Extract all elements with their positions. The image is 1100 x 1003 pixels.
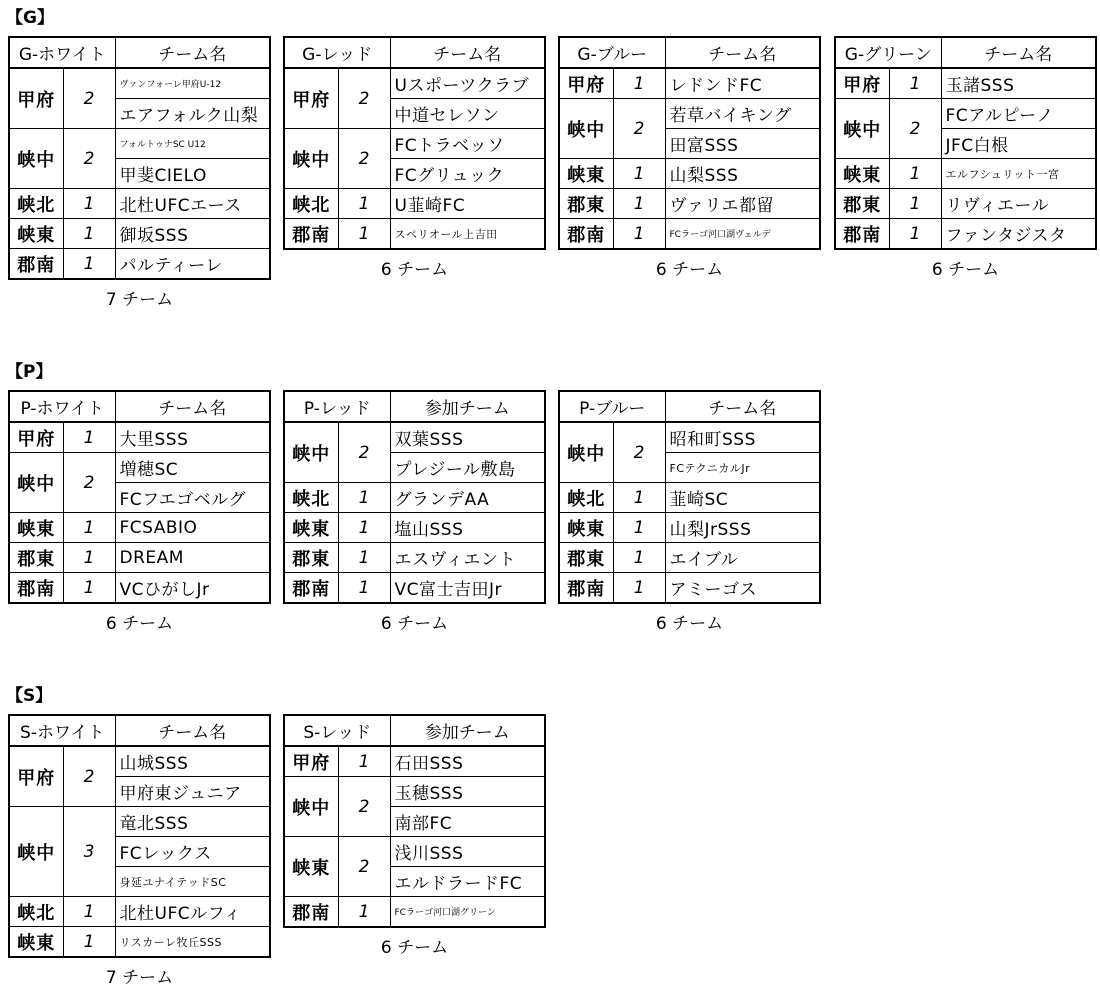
region-cell: 郡東: [835, 189, 889, 219]
team-count-cell: 1: [63, 422, 115, 453]
team-name-cell: エルドラードFC: [390, 867, 545, 897]
team-name-cell: ヴァリエ都留: [665, 189, 820, 219]
group-table: [8, 714, 271, 958]
group-team-total: 6 チーム: [380, 260, 449, 280]
team-name-cell: FCテクニカルJr: [665, 453, 820, 483]
team-name-cell: 韮崎SC: [665, 483, 820, 513]
team-name-cell: 双葉SSS: [390, 422, 545, 453]
region-cell: 郡東: [9, 543, 63, 573]
table-row: [559, 483, 820, 513]
table-row: [284, 777, 545, 807]
table-row: [559, 573, 820, 604]
team-count-cell: 1: [613, 68, 665, 99]
region-cell: 峡中: [9, 453, 63, 513]
team-count-cell: 1: [63, 573, 115, 604]
team-name-cell: グランデAA: [390, 483, 545, 513]
group-team-total: 6 チーム: [380, 614, 449, 634]
team-count-cell: 1: [613, 573, 665, 604]
team-name-cell: エスヴィエント: [390, 543, 545, 573]
group-block: [558, 390, 821, 634]
team-count-cell: 1: [63, 513, 115, 543]
region-cell: 峡東: [9, 513, 63, 543]
table-row: [9, 249, 270, 280]
group-table: [558, 390, 821, 604]
group-name: G-ブルー: [559, 37, 665, 68]
group-block: [283, 36, 546, 280]
table-row: [284, 897, 545, 928]
table-row: [284, 129, 545, 159]
group-block: [8, 390, 271, 634]
team-name-cell: FCグリュック: [390, 159, 545, 189]
region-cell: 峡中: [284, 777, 338, 837]
table-row: [835, 159, 1096, 189]
region-cell: 郡南: [284, 897, 338, 928]
team-name-cell: FCSABIO: [115, 513, 270, 543]
team-count-cell: 1: [613, 189, 665, 219]
team-count-cell: 1: [63, 249, 115, 280]
region-cell: 郡南: [835, 219, 889, 250]
team-count-cell: 2: [63, 453, 115, 513]
section-title: 【P】: [6, 362, 53, 382]
team-name-cell: リスカーレ牧丘SSS: [115, 927, 270, 958]
table-row: [835, 68, 1096, 99]
header-row: [9, 37, 270, 68]
table-row: [9, 219, 270, 249]
team-count-cell: 2: [63, 129, 115, 189]
group-team-total: 7 チーム: [105, 290, 174, 310]
team-name-cell: 山梨JrSSS: [665, 513, 820, 543]
team-name-cell: パルティーレ: [115, 249, 270, 280]
region-cell: 峡東: [559, 513, 613, 543]
team-count-cell: 1: [338, 483, 390, 513]
table-row: [9, 543, 270, 573]
team-name-cell: U韮崎FC: [390, 189, 545, 219]
team-count-cell: 2: [338, 68, 390, 129]
table-row: [284, 573, 545, 604]
team-count-cell: 2: [613, 99, 665, 159]
team-count-cell: 2: [338, 129, 390, 189]
team-name-cell: エアフォルク山梨: [115, 99, 270, 129]
group-team-total: 6 チーム: [931, 260, 1000, 280]
table-row: [9, 453, 270, 483]
team-count-cell: 1: [613, 543, 665, 573]
table-row: [559, 513, 820, 543]
group-name: G-レッド: [284, 37, 390, 68]
region-cell: 峡東: [284, 513, 338, 543]
team-count-cell: 2: [613, 422, 665, 483]
team-name-cell: 山城SSS: [115, 746, 270, 777]
header-row: [835, 37, 1096, 68]
group-name: P-レッド: [284, 391, 390, 422]
group-team-total: 6 チーム: [655, 614, 724, 634]
team-count-cell: 2: [63, 746, 115, 807]
region-cell: 郡南: [559, 219, 613, 250]
team-count-cell: 2: [338, 777, 390, 837]
region-cell: 郡東: [284, 543, 338, 573]
team-name-cell: 田富SSS: [665, 129, 820, 159]
table-row: [9, 513, 270, 543]
team-name-cell: ヴァンフォーレ甲府U-12: [115, 68, 270, 99]
region-cell: 郡東: [559, 189, 613, 219]
team-name-cell: 大里SSS: [115, 422, 270, 453]
team-count-cell: 1: [889, 68, 941, 99]
team-name-cell: FCトラベッソ: [390, 129, 545, 159]
region-cell: 峡北: [9, 189, 63, 219]
region-cell: 甲府: [9, 422, 63, 453]
group-table: [8, 36, 271, 280]
team-name-cell: 北杜UFCルフィ: [115, 897, 270, 927]
group-table: [283, 390, 546, 604]
table-row: [559, 99, 820, 129]
region-cell: 峡中: [9, 129, 63, 189]
header-row: [559, 391, 820, 422]
team-name-cell: 御坂SSS: [115, 219, 270, 249]
region-cell: 峡東: [559, 159, 613, 189]
table-row: [284, 219, 545, 250]
group-name: G-グリーン: [835, 37, 941, 68]
region-cell: 郡南: [9, 249, 63, 280]
team-name-cell: 甲斐CIELO: [115, 159, 270, 189]
team-name-cell: リヴィエール: [941, 189, 1096, 219]
region-cell: 峡東: [835, 159, 889, 189]
table-row: [9, 422, 270, 453]
team-count-cell: 1: [338, 897, 390, 928]
region-cell: 甲府: [559, 68, 613, 99]
team-count-cell: 1: [613, 483, 665, 513]
team-column-header: チーム名: [665, 37, 820, 68]
team-name-cell: 山梨SSS: [665, 159, 820, 189]
team-count-cell: 1: [889, 219, 941, 250]
team-name-cell: エルフシュリット一宮: [941, 159, 1096, 189]
team-name-cell: FCラーゴ河口湖グリーン: [390, 897, 545, 928]
group-name: P-ブルー: [559, 391, 665, 422]
team-count-cell: 1: [63, 219, 115, 249]
team-count-cell: 2: [889, 99, 941, 159]
region-cell: 峡中: [835, 99, 889, 159]
team-name-cell: 浅川SSS: [390, 837, 545, 867]
group-block: [834, 36, 1097, 280]
table-row: [559, 68, 820, 99]
table-row: [284, 837, 545, 867]
region-cell: 甲府: [284, 68, 338, 129]
group-name: S-ホワイト: [9, 715, 115, 746]
table-row: [559, 422, 820, 453]
table-row: [559, 189, 820, 219]
group-table: [558, 36, 821, 250]
region-cell: 甲府: [284, 746, 338, 777]
team-name-cell: FCラーゴ河口湖ヴェルデ: [665, 219, 820, 250]
header-row: [9, 391, 270, 422]
team-column-header: チーム名: [115, 391, 270, 422]
region-cell: 峡中: [559, 422, 613, 483]
team-name-cell: JFC白根: [941, 129, 1096, 159]
table-row: [835, 99, 1096, 129]
group-table: [283, 714, 546, 928]
group-block: [283, 390, 546, 634]
team-count-cell: 1: [338, 189, 390, 219]
region-cell: 峡北: [559, 483, 613, 513]
table-row: [9, 897, 270, 927]
team-column-header: 参加チーム: [390, 715, 545, 746]
region-cell: 峡中: [284, 129, 338, 189]
team-count-cell: 2: [63, 68, 115, 129]
team-count-cell: 2: [338, 837, 390, 897]
team-name-cell: レドンドFC: [665, 68, 820, 99]
group-block: [558, 36, 821, 280]
region-cell: 甲府: [835, 68, 889, 99]
table-row: [835, 189, 1096, 219]
team-name-cell: 玉穂SSS: [390, 777, 545, 807]
team-name-cell: エイブル: [665, 543, 820, 573]
team-name-cell: VC富士吉田Jr: [390, 573, 545, 604]
header-row: [284, 391, 545, 422]
table-row: [284, 746, 545, 777]
group-name: S-レッド: [284, 715, 390, 746]
team-name-cell: Uスポーツクラブ: [390, 68, 545, 99]
table-row: [9, 129, 270, 159]
team-count-cell: 1: [338, 219, 390, 250]
team-name-cell: アミーゴス: [665, 573, 820, 604]
team-count-cell: 1: [63, 927, 115, 958]
table-row: [559, 543, 820, 573]
group-block: [8, 714, 271, 988]
table-row: [284, 483, 545, 513]
region-cell: 郡東: [559, 543, 613, 573]
group-team-total: 7 チーム: [105, 968, 174, 988]
table-row: [9, 189, 270, 219]
team-name-cell: FCレックス: [115, 837, 270, 867]
team-count-cell: 1: [889, 189, 941, 219]
team-name-cell: 石田SSS: [390, 746, 545, 777]
team-count-cell: 1: [613, 219, 665, 250]
team-name-cell: フォルトゥナSC U12: [115, 129, 270, 159]
region-cell: 峡中: [559, 99, 613, 159]
team-name-cell: 竜北SSS: [115, 807, 270, 837]
team-count-cell: 2: [338, 422, 390, 483]
team-column-header: 参加チーム: [390, 391, 545, 422]
team-name-cell: 昭和町SSS: [665, 422, 820, 453]
header-row: [559, 37, 820, 68]
team-name-cell: 身延ユナイテッドSC: [115, 867, 270, 897]
group-block: [283, 714, 546, 958]
region-cell: 郡南: [559, 573, 613, 604]
region-cell: 峡東: [9, 219, 63, 249]
header-row: [284, 37, 545, 68]
group-team-total: 6 チーム: [380, 938, 449, 958]
header-row: [284, 715, 545, 746]
team-count-cell: 1: [338, 513, 390, 543]
team-name-cell: 南部FC: [390, 807, 545, 837]
team-name-cell: 塩山SSS: [390, 513, 545, 543]
team-name-cell: ファンタジスタ: [941, 219, 1096, 250]
region-cell: 甲府: [9, 746, 63, 807]
team-column-header: チーム名: [665, 391, 820, 422]
table-row: [9, 927, 270, 958]
team-count-cell: 1: [338, 573, 390, 604]
table-row: [9, 573, 270, 604]
team-name-cell: スペリオール上吉田: [390, 219, 545, 250]
table-row: [284, 513, 545, 543]
table-row: [9, 68, 270, 99]
team-name-cell: 若草バイキング: [665, 99, 820, 129]
table-row: [284, 68, 545, 99]
group-name: P-ホワイト: [9, 391, 115, 422]
section-title: 【S】: [6, 686, 53, 706]
table-row: [559, 159, 820, 189]
table-row: [9, 746, 270, 777]
region-cell: 峡東: [284, 837, 338, 897]
group-table: [834, 36, 1097, 250]
team-count-cell: 1: [338, 746, 390, 777]
table-row: [284, 543, 545, 573]
team-name-cell: 北杜UFCエース: [115, 189, 270, 219]
team-name-cell: 増穂SC: [115, 453, 270, 483]
table-row: [559, 219, 820, 250]
table-row: [284, 422, 545, 453]
team-name-cell: 甲府東ジュニア: [115, 777, 270, 807]
team-count-cell: 1: [889, 159, 941, 189]
team-name-cell: FCアルピーノ: [941, 99, 1096, 129]
region-cell: 峡北: [9, 897, 63, 927]
team-count-cell: 1: [338, 543, 390, 573]
region-cell: 峡東: [9, 927, 63, 958]
region-cell: 甲府: [9, 68, 63, 129]
region-cell: 郡南: [284, 219, 338, 250]
section-title: 【G】: [6, 8, 54, 28]
region-cell: 峡北: [284, 483, 338, 513]
group-team-total: 6 チーム: [655, 260, 724, 280]
region-cell: 郡南: [284, 573, 338, 604]
group-table: [283, 36, 546, 250]
region-cell: 峡北: [284, 189, 338, 219]
team-column-header: チーム名: [115, 37, 270, 68]
team-count-cell: 1: [63, 897, 115, 927]
team-count-cell: 1: [613, 159, 665, 189]
team-name-cell: プレジール敷島: [390, 453, 545, 483]
region-cell: 郡南: [9, 573, 63, 604]
header-row: [9, 715, 270, 746]
team-column-header: チーム名: [941, 37, 1096, 68]
team-column-header: チーム名: [115, 715, 270, 746]
team-name-cell: 玉諸SSS: [941, 68, 1096, 99]
group-name: G-ホワイト: [9, 37, 115, 68]
group-table: [8, 390, 271, 604]
table-row: [9, 807, 270, 837]
team-count-cell: 1: [63, 543, 115, 573]
team-count-cell: 3: [63, 807, 115, 897]
team-name-cell: VCひがしJr: [115, 573, 270, 604]
group-team-total: 6 チーム: [105, 614, 174, 634]
table-row: [284, 189, 545, 219]
team-name-cell: 中道セレソン: [390, 99, 545, 129]
group-block: [8, 36, 271, 310]
table-row: [835, 219, 1096, 250]
team-count-cell: 1: [63, 189, 115, 219]
team-name-cell: DREAM: [115, 543, 270, 573]
team-column-header: チーム名: [390, 37, 545, 68]
region-cell: 峡中: [9, 807, 63, 897]
team-name-cell: FCフエゴベルグ: [115, 483, 270, 513]
team-count-cell: 1: [613, 513, 665, 543]
region-cell: 峡中: [284, 422, 338, 483]
